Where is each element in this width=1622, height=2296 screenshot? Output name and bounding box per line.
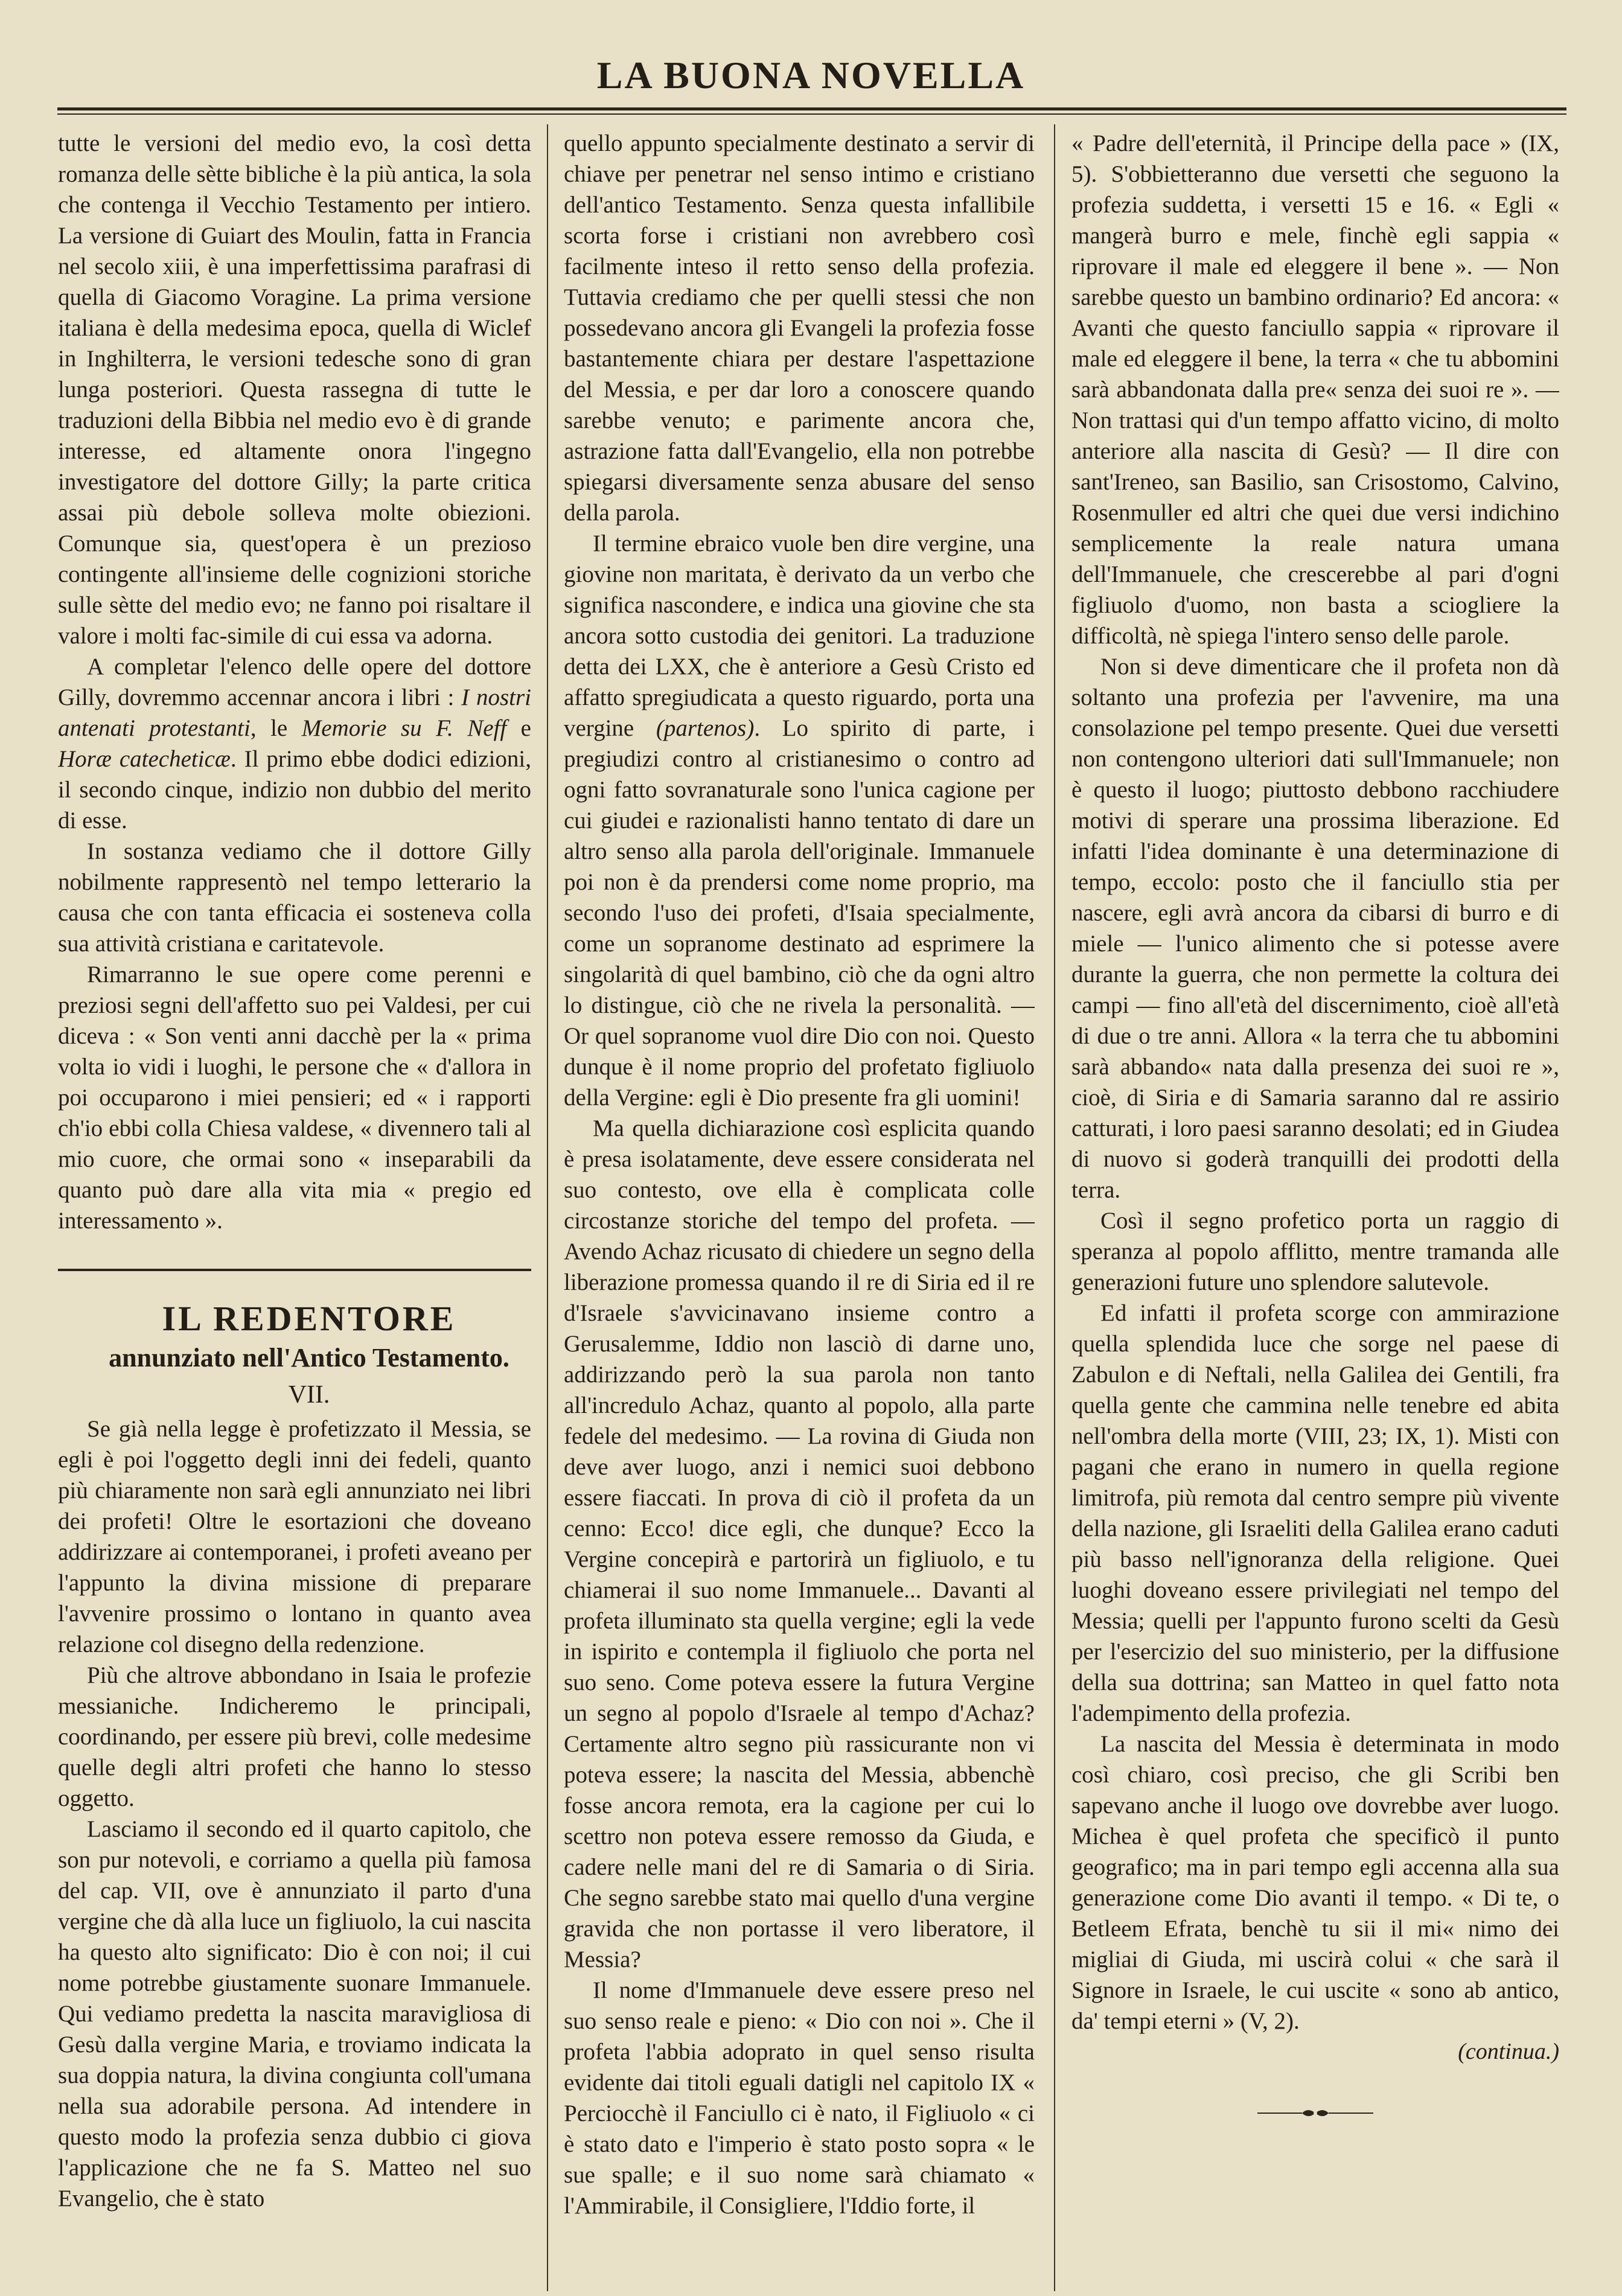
paragraph: Non si deve dimenticare che il profeta non dà soltanto una profezia per l'avvenire, ma una consolazione pel tempo presente. Quei due versetti non contengono ulteriori dati sull'Immanuele; non è questo il luogo; piuttosto debbono racchiudere motivi di sperare una prossima liberazione. Ed infatti l'idea dominante è una determinazione di tempo, eccolo: posto che il fanciullo stia per nascere, egli avrà ancora da cibarsi di burro e di miele — l'unico alimento che si potesse avere durante la guerra, che non permette la coltura dei campi — fino all'età del discernimento, cioè all'età di due o tre anni. Allora « la terra che tu abbomini sarà abbando« nata dalla presenza dei suoi re », cioè, di Siria e di Samaria saranno dal re assirio catturati, i loro paesi saranno desolati; ed in Giudea di nuovo si goderà tranquilli dei prodotti della terra.	[1071, 654, 1559, 1203]
paragraph: Il nome d'Immanuele deve essere preso nel suo senso reale e pieno: « Dio con noi ». Che il profeta l'abbia adoprato in quel senso risulta evidente dai titoli eguali datigli nel capitolo IX « Perciocchè il Fanciullo ci è nato, il Figliuolo « ci è stato dato e l'imperio è stato posto sopra « le sue spalle; e il suo nome sarà chiamato « l'Ammirabile, il Consigliere, l'Iddio forte, il	[564, 1977, 1035, 2219]
continued-note: (continua.)	[1458, 2039, 1559, 2064]
paragraph: Rimarranno le sue opere come perenni e preziosi segni dell'affetto suo pei Valdesi, per cui diceva : « Son venti anni dacchè per la « prima volta io vidi i luoghi, le persone che « d'allora in poi occuparono i miei pensieri; ed « i rapporti ch'io ebbi colla Chiesa valdese, « divennero tali al mio cuore, che ormai sono « inseparabili da quanto può dare alla vita mia « pregio ed interessamento ».	[58, 961, 531, 1234]
section-rule	[58, 1269, 531, 1271]
paragraph: Più che altrove abbondano in Isaia le profezie messianiche. Indicheremo le principali, coordinando, per essere più brevi, colle medesime quelle degli altri profeti che hanno lo stesso oggetto.	[58, 1662, 531, 1811]
column-divider-1	[547, 124, 548, 2291]
paragraph: In sostanza vediamo che il dottore Gilly nobilmente rappresentò nel tempo letterario la causa che con tanta efficacia ei sosteneva colla sua attività cristiana e caritatevole.	[58, 838, 531, 957]
paragraph: A completar l'elenco delle opere del dottore Gilly, dovremmo accennar ancora i libri : I nostri antenati protestanti, le Memorie su F. Neff e Horæ catecheticæ. Il primo ebbe dodici edizioni, il secondo cinque, indizio non dubbio del merito di esse.	[58, 654, 531, 834]
paragraph: Lasciamo il secondo ed il quarto capitolo, che son pur notevoli, e corriamo a quella più famosa del cap. VII, ove è annunziato il parto d'una vergine che dà alla luce un figliuolo, la cui nascita ha questo alto significato: Dio è con noi; il cui nome potrebbe giustamente suonare Immanuele. Qui vediamo predetta la nascita maravigliosa di Gesù dalla vergine Maria, e troviamo indicata la sua doppia natura, la divina congiunta coll'umana nella sua adorabile persona. Ad intendere in questo modo la profezia senza dubbio ci giova l'applicazione che ne fa S. Matteo nel suo Evangelio, che è stato	[58, 1816, 531, 2211]
section-subtitle: annunziato nell'Antico Testamento.	[109, 1343, 509, 1373]
paragraph: tutte le versioni del medio evo, la così detta romanza delle sètte bibliche è la più antica, la sola che contenga il Vecchio Testamento per intiero. La versione di Guiart des Moulin, fatta in Francia nel secolo xiii, è una imperfettissima parafrasi di quella di Giacomo Voragine. La prima versione italiana è della medesima epoca, quella di Wiclef in Inghilterra, le versioni tedesche sono di gran lunga posteriori. Questa rassegna di tutte le traduzioni della Bibbia nel medio evo è di grande interesse, ed altamente onora l'ingegno investigatore del dottore Gilly; la parte critica assai più debole solleva molte obiezioni. Comunque sia, quest'opera è un prezioso contingente all'insieme delle cognizioni storiche sulle sètte del medio evo; ne fanno poi risaltare il valore i molti fac-simile di cui essa va adorna.	[58, 130, 531, 649]
column-divider-2	[1054, 124, 1055, 2291]
column-1	[58, 128, 531, 2277]
column-2	[564, 128, 1035, 2277]
header-rule-thin	[57, 113, 1566, 115]
fleuron-divider-icon	[1255, 2106, 1376, 2120]
paragraph: Così il segno profetico porta un raggio di speranza al popolo afflitto, mentre tramanda alle generazioni future uno splendore salutevole.	[1071, 1208, 1559, 1295]
paragraph: Ed infatti il profeta scorge con ammirazione quella splendida luce che sorge nel paese di Zabulon e di Neftali, nella Galilea dei Gentili, fra quella gente che cammina nelle tenebre ed abita nell'ombra della morte (VIII, 23; IX, 1). Misti con pagani che erano in numero in quella regione limitrofa, più remota dal centro sempre più vivente della nazione, gli Israeliti della Galilea erano caduti più basso nell'ignoranza della religione. Quei luoghi doveano essere privilegiati nel tempo del Messia; quelli per l'appunto furono scelti da Gesù per l'esercizio del suo ministerio, per la diffusione della sua dottrina; san Matteo in quel fatto nota l'adempimento della profezia.	[1071, 1300, 1559, 1726]
paragraph: Il termine ebraico vuole ben dire vergine, una giovine non maritata, è derivato da un verbo che significa nascondere, e indica una giovine che sta ancora sotto custodia dei genitori. La traduzione detta dei LXX, che è anteriore a Gesù Cristo ed affatto spregiudicata a questo riguardo, porta una vergine (partenos). Lo spirito di parte, i pregiudizi contro al cristianesimo o contro ad ogni fatto sovranaturale sono l'unica cagione per cui giudei e razionalisti hanno tentato di dare un altro senso alla parola dell'originale. Immanuele poi non è da prendersi come nome proprio, ma secondo l'uso dei profeti, d'Isaia specialmente, come un sopranome destinato ad esprimere la singolarità di quel bambino, ciò che da ogni altro lo distingue, ciò che ne rivela la personalità. — Or quel sopranome vuol dire Dio con noi. Questo dunque è il nome proprio del profetato figliuolo della Vergine: egli è Dio presente fra gli uomini!	[564, 531, 1035, 1111]
paragraph: La nascita del Messia è determinata in modo così chiaro, così preciso, che gli Scribi ben sapevano anche il luogo ove dovrebbe aver luogo. Michea è quel profeta che specificò il punto geografico; ma in pari tempo egli accenna alla sua generazione come Dio avanti il tempo. « Di te, o Betleem Efrata, benchè tu sii il mi« nimo dei migliai di Giuda, mi uscirà colui « che sarà il Signore in Israele, le cui uscite « sono ab antico, da' tempi eterni » (V, 2).	[1071, 1731, 1559, 2034]
section-title: IL REDENTORE	[162, 1299, 456, 1338]
paragraph: « Padre dell'eternità, il Principe della pace » (IX, 5). S'obbietteranno due versetti che seguono la profezia suddetta, i versetti 15 e 16. « Egli « mangerà burro e mele, finchè egli sappia « riprovare il male ed eleggere il bene ». — Non sarebbe questo un bambino ordinario? Ed ancora: « Avanti che questo fanciullo sappia « riprovare il male ed eleggere il bene, la terra « che tu abbomini sarà abbandonata dalla pre« senza dei suoi re ». — Non trattasi qui d'un tempo affatto vicino, di molto anteriore alla nascita di Gesù? — Il dire con sant'Ireneo, san Basilio, san Crisostomo, Calvino, Rosenmuller ed altri che quei due versi indichino semplicemente la reale natura umana dell'Immanuele, che crescerebbe al pari d'ogni figliuolo d'uomo, non basta a sciogliere la difficoltà, nè spiega l'intero senso delle parole.	[1071, 130, 1559, 649]
paragraph: quello appunto specialmente destinato a servir di chiave per penetrar nel senso intimo e cristiano dell'antico Testamento. Senza questa infallibile scorta forse i cristiani non avrebbero così facilmente inteso il retto senso della profezia. Tuttavia crediamo che per quelli stessi che non possedevano ancora gli Evangeli la profezia fosse bastantemente chiara per destare l'aspettazione del Messia, e per dar loro a conoscere quando sarebbe venuto; e parimente ancora che, astrazione fatta dall'Evangelio, ella non potrebbe spiegarsi diversamente senza abusare del senso della parola.	[564, 130, 1035, 526]
paragraph: Se già nella legge è profetizzato il Messia, se egli è poi l'oggetto degli inni dei fedeli, quanto più chiaramente non sarà egli annunziato nei libri dei profeti! Oltre le esortazioni che doveano addirizzare ai contemporanei, i profeti aveano per l'appunto la divina missione di preparare l'avvenire prossimo o lontano in quanto avea relazione col disegno della redenzione.	[58, 1416, 531, 1657]
section-number: VII.	[288, 1381, 330, 1409]
column-3	[1071, 128, 1559, 2277]
masthead-title: LA BUONA NOVELLA	[596, 54, 1026, 97]
paragraph: Ma quella dichiarazione così esplicita quando è presa isolatamente, deve essere considerata nel suo contesto, ove ella è complicata colle circostanze storiche del tempo del profeta. — Avendo Achaz ricusato di chiedere un segno della liberazione promessa quando il re di Siria ed il re d'Israele s'avvicinavano insieme contro a Gerusalemme, Iddio non lasciò di darne uno, addirizzando però la sua parola non tanto all'incredulo Achaz, quanto al popolo, alla parte fedele del medesimo. — La rovina di Giuda non deve aver luogo, anzi i nemici suoi debbono essere fiaccati. In prova di ciò il profeta da un cenno: Ecco! dice egli, che dunque? Ecco la Vergine concepirà e partorirà un figliuolo, e tu chiamerai il suo nome Immanuele... Davanti al profeta illuminato sta quella vergine; egli la vede in ispirito e contempla il figliuolo che porta nel suo seno. Come poteva essere la futura Vergine un segno al popolo d'Israele al tempo d'Achaz? Certamente altro segno più rassicurante non vi poteva essere; la nascita del Messia, abbenchè fosse ancora remota, era la cagione per cui lo scettro non poteva essere remosso da Giuda, e cadere nelle mani del re di Samaria o di Siria. Che segno sarebbe stato mai quello d'una vergine gravida che non portasse il vero liberatore, il Messia?	[564, 1115, 1035, 1972]
header-rule	[57, 107, 1566, 110]
